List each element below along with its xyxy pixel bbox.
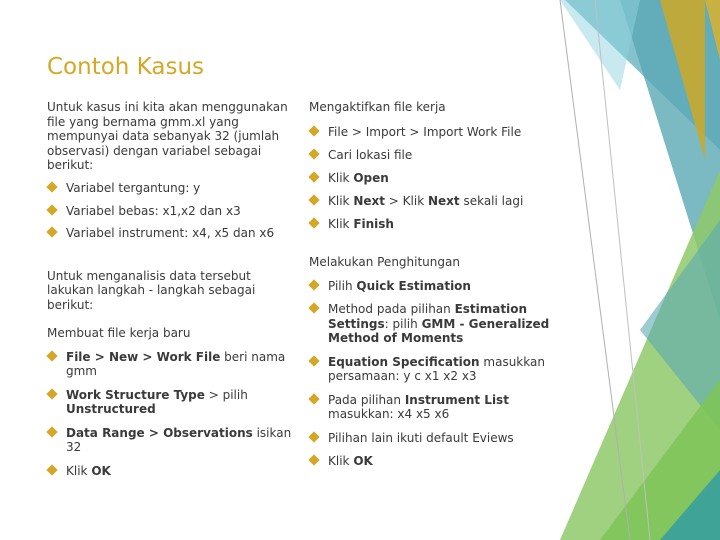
list-item: File > New > Work File beri nama gmm: [47, 350, 292, 379]
diamond-bullet-icon: [308, 431, 319, 442]
workfile-heading: Membuat file kerja baru: [47, 326, 191, 340]
workfile-steps: [47, 350, 292, 479]
diamond-bullet-icon: [308, 217, 319, 228]
intro-text: Untuk kasus ini kita akan menggunakan file yang bernama gmm.xl yang mempunyai data sebanyak 32 (jumlah observasi) dengan variabel sebagai berikut:: [47, 100, 288, 172]
diamond-bullet-icon: [46, 204, 57, 215]
right-column: [309, 100, 554, 469]
analysis-intro-text: Untuk menganalisis data tersebut lakukan langkah - langkah sebagai berikut:: [47, 268, 256, 312]
diamond-bullet-icon: [46, 426, 57, 437]
diamond-bullet-icon: [46, 388, 57, 399]
diamond-bullet-icon: [46, 181, 57, 192]
diamond-bullet-icon: [308, 171, 319, 182]
list-item: Work Structure Type > pilih Unstructured: [47, 388, 292, 417]
diamond-bullet-icon: [308, 454, 319, 465]
diamond-bullet-icon: [308, 194, 319, 205]
diamond-bullet-icon: [308, 302, 319, 313]
diamond-bullet-icon: [308, 125, 319, 136]
variable-list: [47, 181, 292, 241]
calculate-heading: Melakukan Penghitungan: [309, 255, 460, 269]
list-item: Equation Specification masukkan persamaan: y c x1 x2 x3: [309, 355, 554, 384]
list-item: Klik OK: [47, 464, 292, 479]
page-title: Contoh Kasus: [47, 54, 205, 80]
list-item: Klik OK: [309, 454, 554, 469]
list-item: Pilihan lain ikuti default Eviews: [309, 431, 554, 446]
calculate-steps: [309, 279, 554, 469]
list-item: Method pada pilihan Estimation Settings: pilih GMM - Generalized Method of Moments: [309, 302, 554, 346]
list-item: Klik Next > Klik Next sekali lagi: [309, 194, 554, 209]
list-item: Pada pilihan Instrument List masukkan: x4 x5 x6: [309, 393, 554, 422]
list-item: Variabel bebas: x1,x2 dan x3: [47, 204, 292, 219]
list-item: Pilih Quick Estimation: [309, 279, 554, 294]
diamond-bullet-icon: [308, 355, 319, 366]
activate-heading: Mengaktifkan file kerja: [309, 100, 446, 114]
diamond-bullet-icon: [46, 350, 57, 361]
diamond-bullet-icon: [308, 393, 319, 404]
diamond-bullet-icon: [46, 464, 57, 475]
diamond-bullet-icon: [308, 279, 319, 290]
list-item: Klik Open: [309, 171, 554, 186]
diamond-bullet-icon: [46, 226, 57, 237]
left-column: [47, 100, 292, 478]
list-item: Variabel tergantung: y: [47, 181, 292, 196]
list-item: Variabel instrument: x4, x5 dan x6: [47, 226, 292, 241]
list-item: Cari lokasi file: [309, 148, 554, 163]
list-item: Data Range > Observations isikan 32: [47, 426, 292, 455]
activate-steps: [309, 125, 554, 232]
list-item: File > Import > Import Work File: [309, 125, 554, 140]
list-item: Klik Finish: [309, 217, 554, 232]
diamond-bullet-icon: [308, 148, 319, 159]
